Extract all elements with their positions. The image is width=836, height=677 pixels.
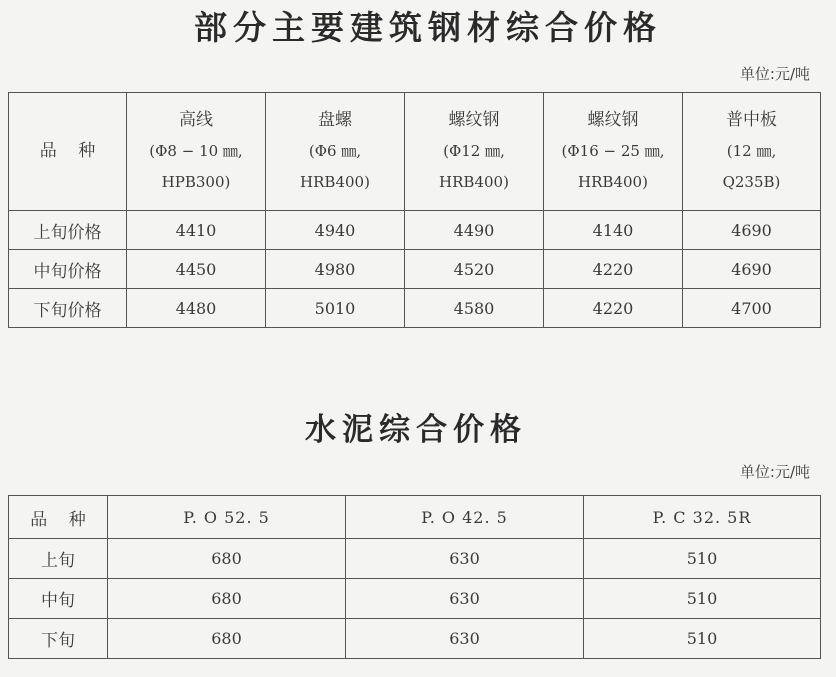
- steel-header-row: [9, 93, 821, 211]
- steel-column-name: 高线: [179, 110, 213, 130]
- table-row: [9, 619, 821, 659]
- price-cell: 680: [108, 539, 346, 579]
- row-label: 下旬价格: [9, 289, 127, 328]
- price-cell: 4450: [127, 250, 266, 289]
- price-cell: 4140: [544, 211, 683, 250]
- cement-column-header: P. O 42. 5: [346, 496, 584, 539]
- row-label: 上旬: [9, 539, 108, 579]
- row-label: 中旬: [9, 579, 108, 619]
- price-cell: 510: [584, 539, 821, 579]
- cement-category-header: 品 种: [9, 496, 108, 539]
- steel-unit-label: 单位:元/吨: [739, 65, 810, 83]
- steel-price-title: 部分主要建筑钢材综合价格: [194, 8, 662, 47]
- price-cell: 5010: [266, 289, 405, 328]
- price-cell: 630: [346, 619, 584, 659]
- steel-column-grade: HRB400): [300, 173, 370, 191]
- cement-column-header: P. O 52. 5: [108, 496, 346, 539]
- steel-column-name: 普中板: [726, 110, 777, 130]
- price-cell: 4410: [127, 211, 266, 250]
- steel-column-header: [266, 93, 405, 211]
- steel-column-name: 螺纹钢: [587, 110, 639, 130]
- steel-column-grade: HRB400): [578, 173, 648, 191]
- row-label: 上旬价格: [9, 211, 127, 250]
- price-cell: 680: [108, 579, 346, 619]
- steel-column-header: [127, 93, 266, 211]
- steel-column-spec: (12 ㎜,: [726, 142, 777, 160]
- steel-column-spec: (Φ16 − 25 ㎜,: [561, 142, 665, 160]
- price-cell: 4940: [266, 211, 405, 250]
- price-cell: 4480: [127, 289, 266, 328]
- table-row: [9, 289, 821, 328]
- price-cell: 4700: [683, 289, 821, 328]
- cement-price-table: [8, 495, 821, 659]
- cement-header-row: [9, 496, 821, 539]
- steel-column-header: [544, 93, 683, 211]
- steel-column-spec: (Φ8 − 10 ㎜,: [149, 142, 243, 160]
- steel-column-header: [405, 93, 544, 211]
- steel-column-name: 盘螺: [318, 110, 352, 130]
- price-cell: 680: [108, 619, 346, 659]
- row-label: 中旬价格: [9, 250, 127, 289]
- steel-column-grade: HPB300): [161, 173, 231, 191]
- price-cell: 4690: [683, 250, 821, 289]
- price-cell: 4980: [266, 250, 405, 289]
- row-label: 下旬: [9, 619, 108, 659]
- cement-column-header: P. C 32. 5R: [584, 496, 821, 539]
- price-cell: 630: [346, 579, 584, 619]
- price-cell: 4490: [405, 211, 544, 250]
- price-cell: 510: [584, 579, 821, 619]
- cement-price-title: 水泥综合价格: [305, 412, 527, 448]
- table-row: [9, 250, 821, 289]
- steel-column-spec: (Φ12 ㎜,: [443, 142, 505, 160]
- steel-price-table: [8, 92, 821, 328]
- cement-unit-label: 单位:元/吨: [739, 463, 810, 481]
- steel-column-spec: (Φ6 ㎜,: [308, 142, 362, 160]
- steel-column-header: [683, 93, 821, 211]
- price-cell: 630: [346, 539, 584, 579]
- price-cell: 4520: [405, 250, 544, 289]
- price-cell: 4580: [405, 289, 544, 328]
- price-cell: 4220: [544, 289, 683, 328]
- steel-column-name: 螺纹钢: [448, 110, 500, 130]
- steel-column-grade: HRB400): [439, 173, 509, 191]
- price-cell: 4220: [544, 250, 683, 289]
- price-cell: 510: [584, 619, 821, 659]
- table-row: [9, 211, 821, 250]
- steel-column-grade: Q235B): [722, 173, 781, 191]
- table-row: [9, 579, 821, 619]
- steel-category-header: 品 种: [9, 93, 127, 211]
- table-row: [9, 539, 821, 579]
- price-cell: 4690: [683, 211, 821, 250]
